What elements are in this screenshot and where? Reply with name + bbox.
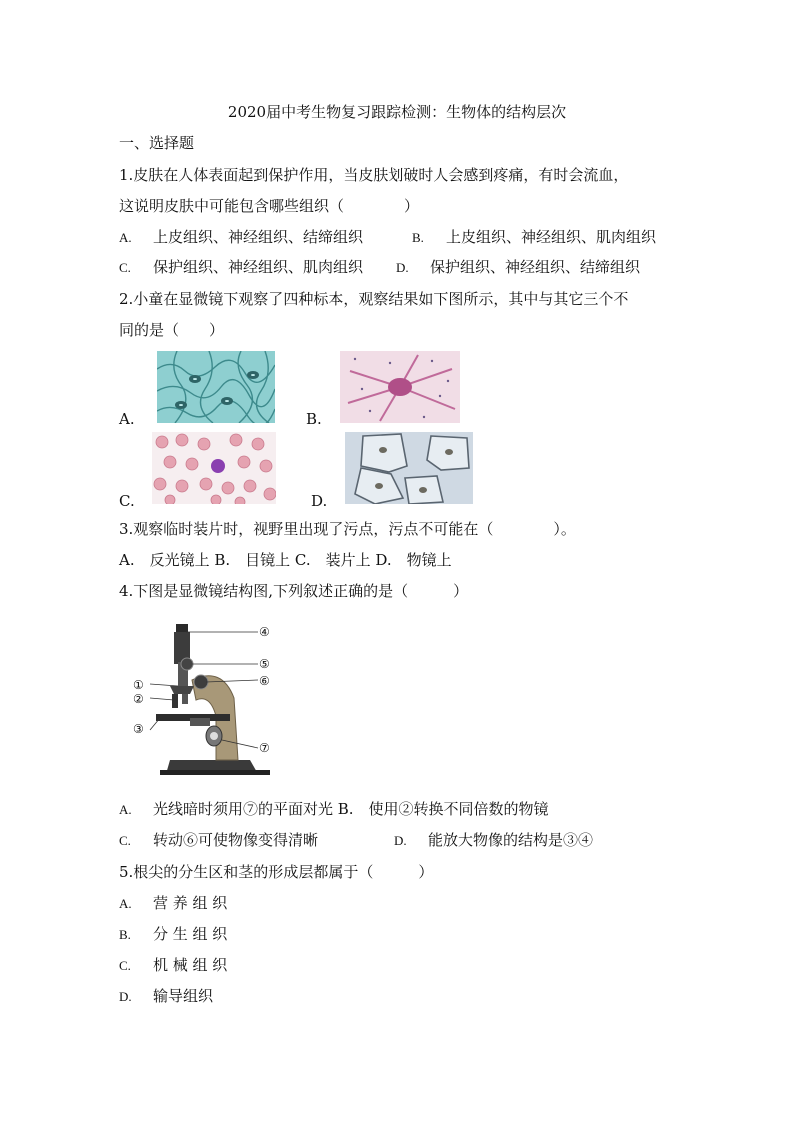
- option-label: C.: [119, 833, 131, 848]
- q1-stem-line2: 这说明皮肤中可能包含哪些组织（ ）: [119, 197, 420, 215]
- q2-stem-line2: 同的是（ ）: [119, 321, 225, 339]
- q2-option-b-label: B.: [306, 410, 322, 428]
- plant-epidermis-image: [157, 351, 275, 423]
- nerve-cell-image: [340, 351, 460, 423]
- q1-option-d: [396, 256, 640, 279]
- q1-option-c: [119, 256, 363, 279]
- q5-option-d: [119, 985, 213, 1008]
- q2-option-c-label: C.: [119, 492, 135, 510]
- option-text: 上皮组织、神经组织、肌肉组织: [446, 228, 657, 246]
- option-label: A.: [119, 896, 132, 911]
- option-label: B.: [119, 927, 131, 942]
- option-label: A.: [119, 802, 132, 817]
- option-label: D.: [394, 833, 407, 848]
- option-label: D.: [396, 260, 409, 275]
- q4-option-a: [119, 798, 549, 821]
- option-label: C.: [119, 260, 131, 275]
- q5-stem: 5.根尖的分生区和茎的形成层都属于（ ）: [119, 863, 434, 881]
- microscope-label-7: ⑦: [259, 741, 270, 755]
- document-title: 2020届中考生物复习跟踪检测：生物体的结构层次: [227, 103, 567, 121]
- q3-stem: 3.观察临时装片时，视野里出现了污点，污点不可能在（ ）。: [119, 520, 576, 538]
- q5-option-b: [119, 923, 227, 946]
- q3-options: A. 反光镜上 B. 目镜上 C. 装片上 D. 物镜上: [119, 551, 452, 569]
- q4-stem: 4.下图是显微镜结构图,下列叙述正确的是（ ）: [119, 582, 469, 600]
- q2-option-a-label: A.: [119, 410, 135, 428]
- option-text: 保护组织、神经组织、肌肉组织: [153, 258, 364, 276]
- cheek-cells-image: [345, 432, 473, 504]
- option-text: 保护组织、神经组织、结缔组织: [430, 258, 641, 276]
- option-label: B.: [412, 230, 424, 245]
- option-text: 光线暗时须用⑦的平面对光 B. 使用②转换不同倍数的物镜: [153, 800, 549, 818]
- q5-option-a: [119, 892, 227, 915]
- microscope-label-5: ⑤: [259, 657, 270, 671]
- microscope-label-2: ②: [133, 692, 144, 706]
- microscope-diagram: [130, 620, 280, 776]
- q5-option-c: [119, 954, 227, 977]
- option-label: A.: [119, 230, 132, 245]
- option-text: 输导组织: [153, 987, 214, 1005]
- microscope-label-3: ③: [133, 722, 144, 736]
- q4-option-d: [394, 829, 593, 852]
- microscope-label-6: ⑥: [259, 674, 270, 688]
- blood-cells-image: [152, 432, 276, 504]
- option-text: 营 养 组 织: [153, 894, 228, 912]
- q4-option-c: [119, 829, 318, 852]
- q2-option-d-label: D.: [311, 492, 328, 510]
- q1-option-a: [119, 226, 363, 249]
- q2-stem-line1: 2.小童在显微镜下观察了四种标本，观察结果如下图所示，其中与其它三个不: [119, 290, 629, 308]
- option-text: 分 生 组 织: [153, 925, 228, 943]
- option-text: 转动⑥可使物像变得清晰: [153, 831, 319, 849]
- q1-option-b: [412, 226, 656, 249]
- option-text: 机 械 组 织: [153, 956, 228, 974]
- section-heading: 一、选择题: [119, 134, 195, 152]
- option-label: C.: [119, 958, 131, 973]
- option-text: 上皮组织、神经组织、结缔组织: [153, 228, 364, 246]
- microscope-label-4: ④: [259, 625, 270, 639]
- option-text: 能放大物像的结构是③④: [428, 831, 594, 849]
- q1-stem-line1: 1.皮肤在人体表面起到保护作用，当皮肤划破时人会感到疼痛，有时会流血，: [119, 166, 629, 184]
- option-label: D.: [119, 989, 132, 1004]
- microscope-label-1: ①: [133, 678, 144, 692]
